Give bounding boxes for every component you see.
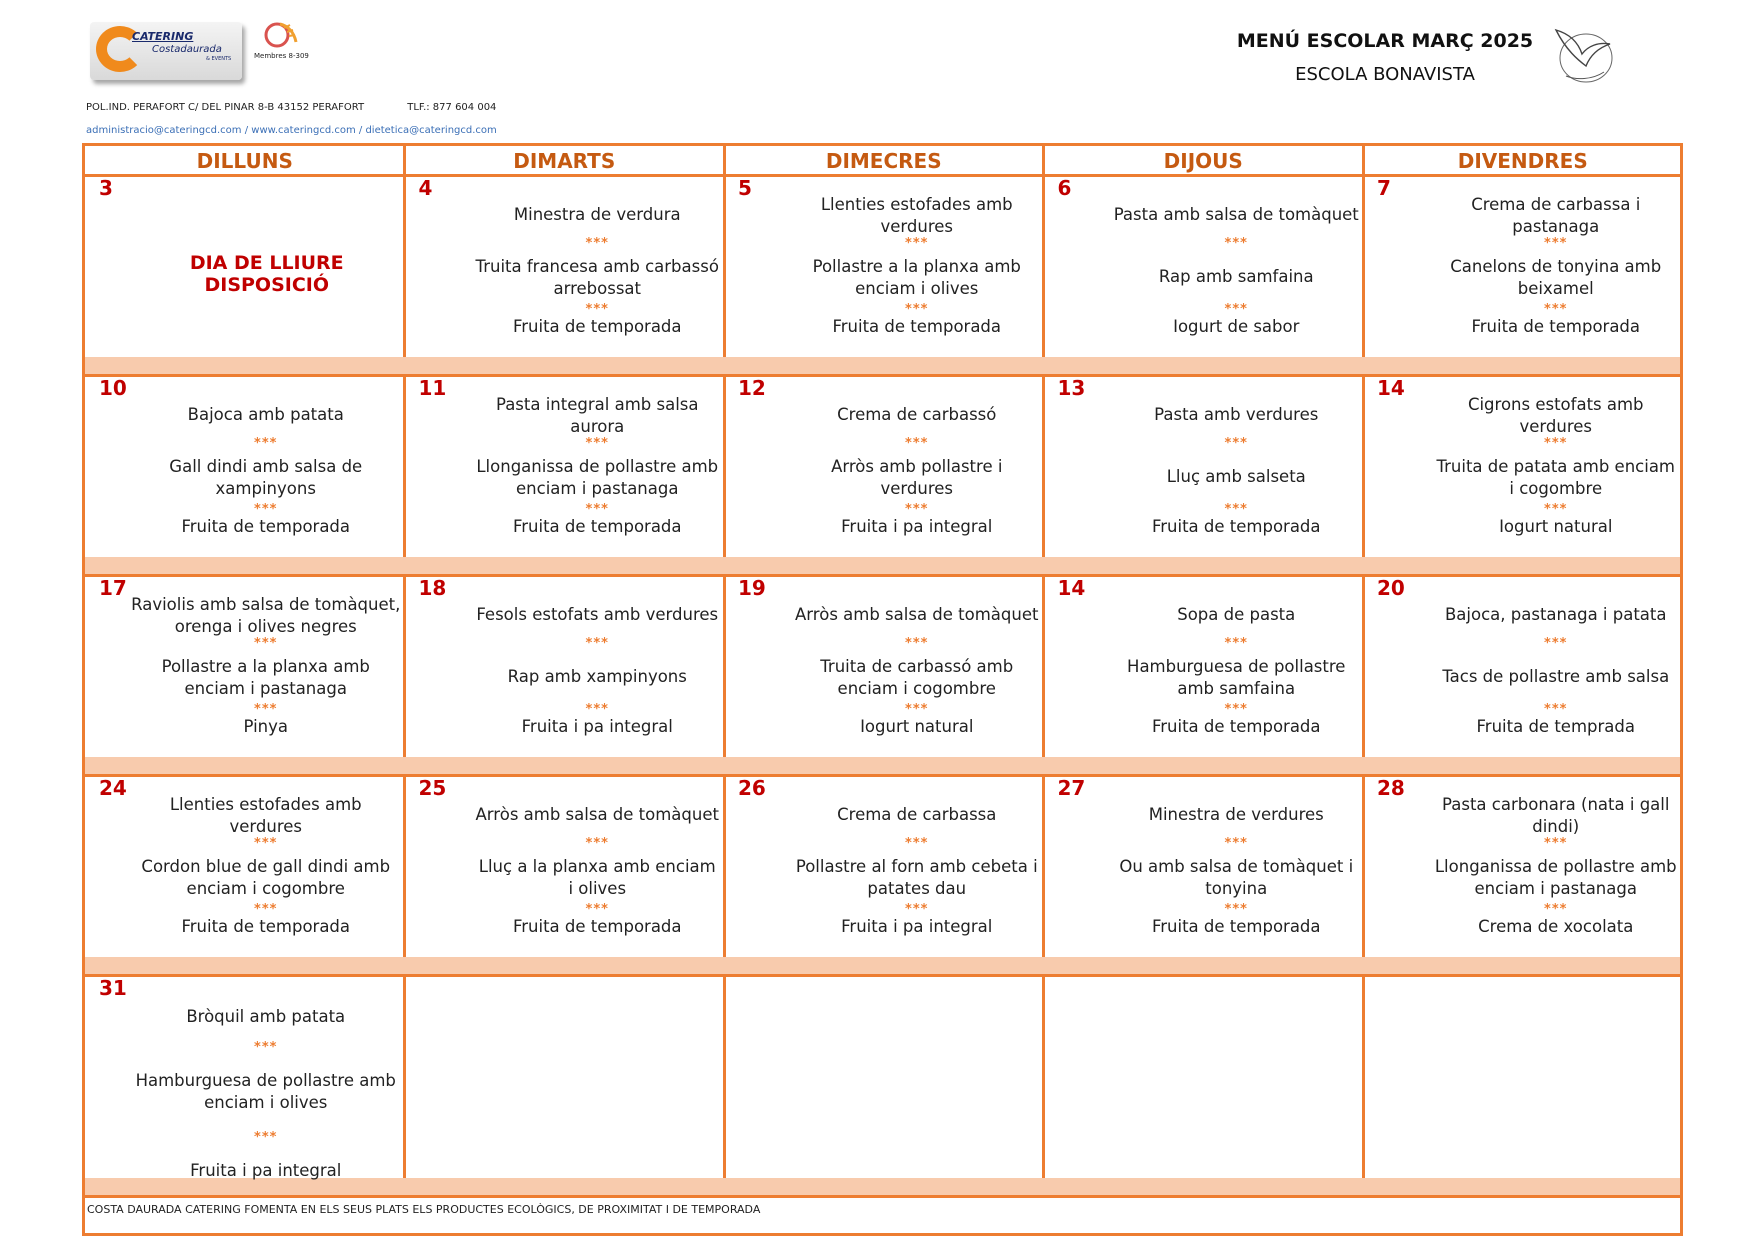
course-separator: *** [585,502,609,517]
first-course: Fesols estofats amb verdures [476,605,719,624]
day-cell [405,976,725,1198]
course-separator: *** [585,702,609,717]
course-separator: *** [1224,302,1248,317]
day-number: 28 [1377,776,1405,800]
course-separator: *** [1224,236,1248,251]
course-separator: *** [1224,836,1248,851]
course-separator: *** [585,436,609,451]
day-cell [405,376,725,559]
course-separator: *** [254,436,278,451]
weekday-header: DIVENDRES [1457,149,1588,173]
day-number: 10 [99,376,127,400]
dessert: Iogurt natural [860,717,974,736]
day-cell [1363,176,1683,359]
day-cell [405,576,725,759]
second-course: Canelons de tonyina amb beixamel [1450,257,1662,298]
first-course: Bajoca, pastanaga i patata [1444,605,1667,624]
dessert: Fruita de temporada [1151,517,1321,536]
day-number: 31 [99,976,127,1000]
second-course: Gall dindi amb salsa de xampinyons [169,457,363,498]
second-course: Llonganissa de pollastre amb enciam i pastanaga [1434,857,1677,898]
day-number: 14 [1377,376,1405,400]
weekday-header: DIMARTS [513,149,616,173]
day-cell [1363,976,1683,1198]
day-number: 20 [1377,576,1405,600]
day-number: 19 [738,576,766,600]
first-course: Arròs amb salsa de tomàquet [795,605,1039,624]
course-separator: *** [585,236,609,251]
day-cell [85,976,405,1198]
second-course: Truita de patata amb enciam i cogombre [1436,457,1676,498]
second-course: Lluç a la planxa amb enciam i olives [478,857,716,898]
second-course: Rap amb samfaina [1158,267,1314,286]
day-number: 7 [1377,176,1391,200]
course-separator: *** [1224,502,1248,517]
weekday-header: DIMECRES [825,149,942,173]
phone-text: TLF.: 877 604 004 [407,102,497,113]
dessert: Fruita de temporada [832,317,1002,336]
day-number: 25 [418,776,447,800]
row-band [85,757,1680,774]
course-separator: *** [585,302,609,317]
course-separator: *** [254,502,278,517]
course-separator: *** [1224,436,1248,451]
day-cell [724,376,1044,559]
dessert: Crema de xocolata [1478,917,1634,936]
dessert: Fruita i pa integral [521,717,673,736]
day-cell [405,176,725,359]
dessert: Fruita de temporada [1471,317,1641,336]
dessert: Fruita de temporada [1151,717,1321,736]
school-bird-logo-icon [1552,20,1616,86]
day-cell [1044,376,1364,559]
wheat-emblem-icon [264,20,300,48]
day-number: 13 [1057,376,1086,400]
second-course: Cordon blue de gall dindi amb enciam i cogombre [141,857,391,898]
dessert: Fruita de temporada [1151,917,1321,936]
first-course: Crema de carbassó [837,405,997,424]
first-course: Pasta amb salsa de tomàquet [1113,205,1359,224]
first-course: Crema de carbassa i pastanaga [1471,195,1641,236]
dessert: Fruita de temporada [181,917,351,936]
second-course: Arròs amb pollastre i verdures [831,457,1003,498]
dessert: Fruita de temporada [181,517,351,536]
second-course: Lluç amb salseta [1166,467,1306,486]
day-number: 24 [99,776,127,800]
first-course: Bajoca amb patata [187,405,344,424]
row-band [85,557,1680,574]
course-separator: *** [254,1130,278,1145]
day-number: 3 [99,176,113,200]
day-number: 17 [99,576,127,600]
day-cell [85,176,405,359]
day-cell [85,576,405,759]
dessert: Fruita i pa integral [841,517,993,536]
day-number: 6 [1057,176,1072,200]
course-separator: *** [254,836,278,851]
course-separator: *** [1544,836,1568,851]
course-separator: *** [254,702,278,717]
first-course: Pasta carbonara (nata i gall dindi) [1442,795,1670,836]
day-cell [1044,576,1364,759]
first-course: Arròs amb salsa de tomàquet [475,805,719,824]
dessert: Fruita de temporada [512,517,682,536]
course-separator: *** [905,636,929,651]
day-cell [724,776,1044,959]
course-separator: *** [1544,436,1568,451]
second-course: Pollastre a la planxa amb enciam i pastanaga [161,657,370,698]
day-cell [405,776,725,959]
second-course: Hamburguesa de pollastre amb enciam i olives [135,1071,396,1112]
second-course: Pollastre a la planxa amb enciam i olives [812,257,1021,298]
course-separator: *** [254,1040,278,1055]
second-course: Truita francesa amb carbassó arrebossat [475,257,719,298]
course-separator: *** [585,636,609,651]
dessert: Iogurt de sabor [1173,317,1300,336]
course-separator: *** [905,236,929,251]
course-separator: *** [1224,702,1248,717]
course-separator: *** [1544,502,1568,517]
second-course: Pollastre al forn amb cebeta i patates dau [795,857,1038,898]
course-separator: *** [254,636,278,651]
first-course: Minestra de verdura [513,205,681,224]
day-cell [1363,576,1683,759]
dessert: Fruita i pa integral [190,1161,342,1180]
dessert: Pinya [243,717,288,736]
course-separator: *** [585,902,609,917]
weekday-header: DIJOUS [1163,149,1243,173]
day-cell [1044,776,1364,959]
first-course: Cigrons estofats amb verdures [1467,395,1644,436]
day-cell [724,576,1044,759]
membres-label: Membres 8-309 [254,52,309,60]
weekday-header: DILLUNS [196,149,293,173]
course-separator: *** [1544,702,1568,717]
second-course: Truita de carbassó amb enciam i cogombre [820,657,1014,698]
day-number: 18 [418,576,447,600]
day-number: 27 [1057,776,1086,800]
course-separator: *** [1544,236,1568,251]
course-separator: *** [1544,302,1568,317]
holiday-label: DIA DE LLIURE DISPOSICIÓ [189,252,344,296]
dessert: Fruita de temporada [512,317,682,336]
second-course: Llonganissa de pollastre amb enciam i pastanaga [476,457,719,498]
day-number: 5 [738,176,752,200]
course-separator: *** [905,702,929,717]
day-number: 12 [738,376,766,400]
day-cell [85,776,405,959]
menu-calendar [82,143,1683,1236]
course-separator: *** [905,436,929,451]
second-course: Ou amb salsa de tomàquet i tonyina [1119,857,1354,898]
day-cell [724,976,1044,1198]
course-separator: *** [905,502,929,517]
second-course: Tacs de pollastre amb salsa [1442,667,1670,686]
course-separator: *** [585,836,609,851]
second-course: Hamburguesa de pollastre amb samfaina [1127,657,1346,698]
address-text: POL.IND. PERAFORT C/ DEL PINAR 8-B 43152 PERAFORT [86,102,365,113]
logo-word: CATERING [132,30,194,43]
first-course: Sopa de pasta [1177,605,1296,624]
first-course: Llenties estofades amb verdures [820,195,1013,236]
course-separator: *** [905,836,929,851]
second-course: Rap amb xampinyons [507,667,687,686]
footer-note: COSTA DAURADA CATERING FOMENTA EN ELS SEUS PLATS ELS PRODUCTES ECOLÒGICS, DE PROXIMITAT I DE TEMPORADA [87,1203,761,1216]
catering-logo [90,22,242,80]
company-address [86,102,496,113]
course-separator: *** [1544,902,1568,917]
day-number: 11 [418,376,447,400]
course-separator: *** [905,902,929,917]
day-cell [85,376,405,559]
first-course: Crema de carbassa [837,805,997,824]
dessert: Fruita i pa integral [841,917,993,936]
row-band [85,357,1680,374]
first-course: Llenties estofades amb verdures [169,795,362,836]
dessert: Iogurt natural [1499,517,1613,536]
day-number: 14 [1057,576,1086,600]
dessert: Fruita de temprada [1476,717,1635,736]
day-number: 4 [418,176,433,200]
course-separator: *** [254,902,278,917]
day-cell [1363,376,1683,559]
first-course: Pasta integral amb salsa aurora [495,395,699,436]
row-band [85,957,1680,974]
first-course: Pasta amb verdures [1154,405,1319,424]
contact-links[interactable]: administracio@cateringcd.com / www.cateringcd.com / dietetica@cateringcd.com [86,125,497,136]
course-separator: *** [905,302,929,317]
school-name: ESCOLA BONAVISTA [1295,64,1475,85]
course-separator: *** [1544,636,1568,651]
logo-subtitle: Costadaurada [152,44,222,55]
day-cell [1044,976,1364,1198]
first-course: Minestra de verdures [1148,805,1324,824]
course-separator: *** [1224,636,1248,651]
logo-subtitle-2: & EVENTS [206,56,232,62]
day-cell [1044,176,1364,359]
day-cell [724,176,1044,359]
dessert: Fruita de temporada [512,917,682,936]
menu-title: MENÚ ESCOLAR MARÇ 2025 [1236,30,1534,52]
first-course: Raviolis amb salsa de tomàquet, orenga i olives negres [131,595,401,636]
day-number: 26 [738,776,766,800]
course-separator: *** [1224,902,1248,917]
day-cell [1363,776,1683,959]
first-course: Bròquil amb patata [186,1007,346,1026]
